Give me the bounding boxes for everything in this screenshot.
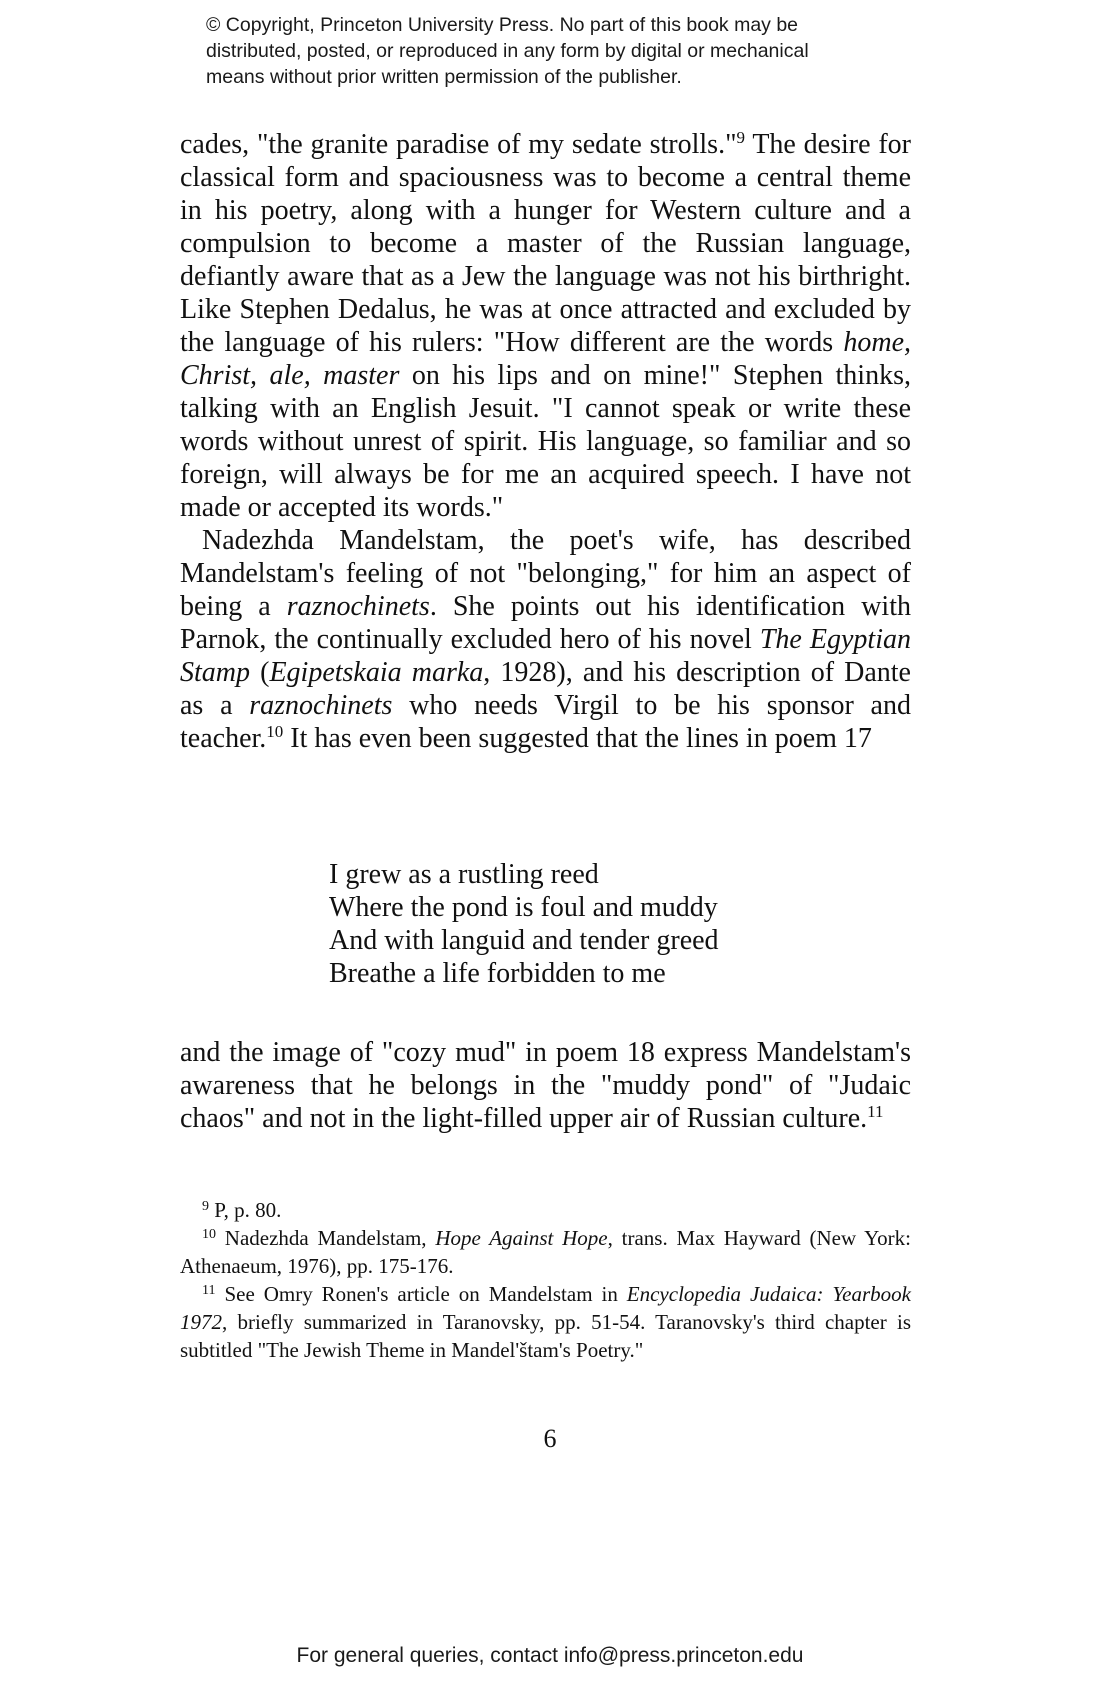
text-run: who needs Virgil to be his sponsor and teacher. [180, 690, 911, 754]
copyright-notice [206, 12, 926, 90]
footnotes [180, 1196, 911, 1364]
page-number: 6 [543, 1424, 557, 1453]
contact-footer: For general queries, contact info@press.princeton.edu [296, 1644, 804, 1667]
verse-quotation [329, 858, 719, 990]
footnote-9 [180, 1196, 911, 1224]
paragraph-after-verse [180, 1036, 911, 1135]
italic-run: raznochinets [286, 591, 430, 622]
text-run: , trans. Max Hayward (New York: Athenaeum, 1976), pp. 175-176. [180, 1226, 911, 1278]
copyright-line: means without prior written permission of the publisher. [206, 66, 682, 88]
italic-run: Hope Against Hope [435, 1226, 608, 1250]
footnote-ref-10: 10 [266, 722, 284, 741]
footnote-ref-9: 9 [736, 128, 746, 147]
italic-run: The Egyptian Stamp [180, 624, 911, 688]
copyright-line: © Copyright, Princeton University Press. No part of this book may be [206, 14, 799, 36]
footnote-marker: 10 [202, 1227, 216, 1242]
verse-line: And with languid and tender greed [329, 925, 719, 956]
verse-line: Where the pond is foul and muddy [329, 892, 718, 923]
continuation-text [180, 1036, 911, 1135]
verse-line: Breathe a life forbidden to me [329, 958, 666, 989]
text-run: on his lips and on mine!" Stephen thinks, talking with an English Jesuit. "I cannot speak or write these words without unrest of spirit. His language, so familiar and so foreign, will always be for me an acquired speech. I have not made or accepted its words." [180, 360, 911, 523]
italic-run: home, Christ, ale, master [180, 327, 911, 391]
text-run: . She points out his identification with Parnok, the continually excluded hero of his novel [180, 591, 911, 655]
footnote-10 [180, 1224, 911, 1280]
text-run: , 1928), and his description of Dante as a [180, 657, 911, 721]
footnote-11 [180, 1280, 911, 1364]
text-run: Nadezhda Mandelstam, the poet's wife, has described Mandelstam's feeling of not "belonging," for him an aspect of being a [180, 525, 911, 622]
footnote-marker: 9 [202, 1199, 209, 1214]
footnote-marker: 11 [202, 1283, 216, 1298]
text-run: cades, "the granite paradise of my sedate strolls." [180, 129, 737, 160]
italic-run: raznochinets [249, 690, 393, 721]
paragraph [180, 524, 911, 755]
text-run: and the image of "cozy mud" in poem 18 express Mandelstam's awareness that he belongs in the "muddy pond" of "Judaic chaos" and not in the light-filled upper air of Russian culture. [180, 1037, 911, 1134]
verse-line: I grew as a rustling reed [329, 859, 599, 890]
paragraph-continued [180, 128, 911, 524]
text-run: ( [250, 657, 270, 688]
text-run: , briefly summarized in Taranovsky, pp. 51-54. Taranovsky's third chapter is subtitled "The Jewish Theme in Mandel'štam's Poetry." [180, 1310, 911, 1362]
text-run: It has even been suggested that the lines in poem 17 [283, 723, 872, 754]
footnote-ref-11: 11 [867, 1102, 884, 1121]
main-text [180, 128, 911, 755]
text-run: The desire for classical form and spaciousness was to become a central theme in his poetry, along with a hunger for Western culture and a compulsion to become a master of the Russian language, defiantly aware that as a Jew the language was not his birthright. Like Stephen Dedalus, he was at once attracted and excluded by the language of his rulers: "How different are the words [180, 129, 911, 358]
italic-run: Egipetskaia marka [269, 657, 484, 688]
footnote-text: P, p. 80. [214, 1198, 282, 1222]
copyright-line: distributed, posted, or reproduced in any form by digital or mechanical [206, 40, 809, 62]
italic-run: Encyclopedia Judaica: Yearbook 1972 [180, 1282, 911, 1334]
text-run: Nadezhda Mandelstam, [224, 1226, 436, 1250]
text-run: See Omry Ronen's article on Mandelstam in [224, 1282, 627, 1306]
